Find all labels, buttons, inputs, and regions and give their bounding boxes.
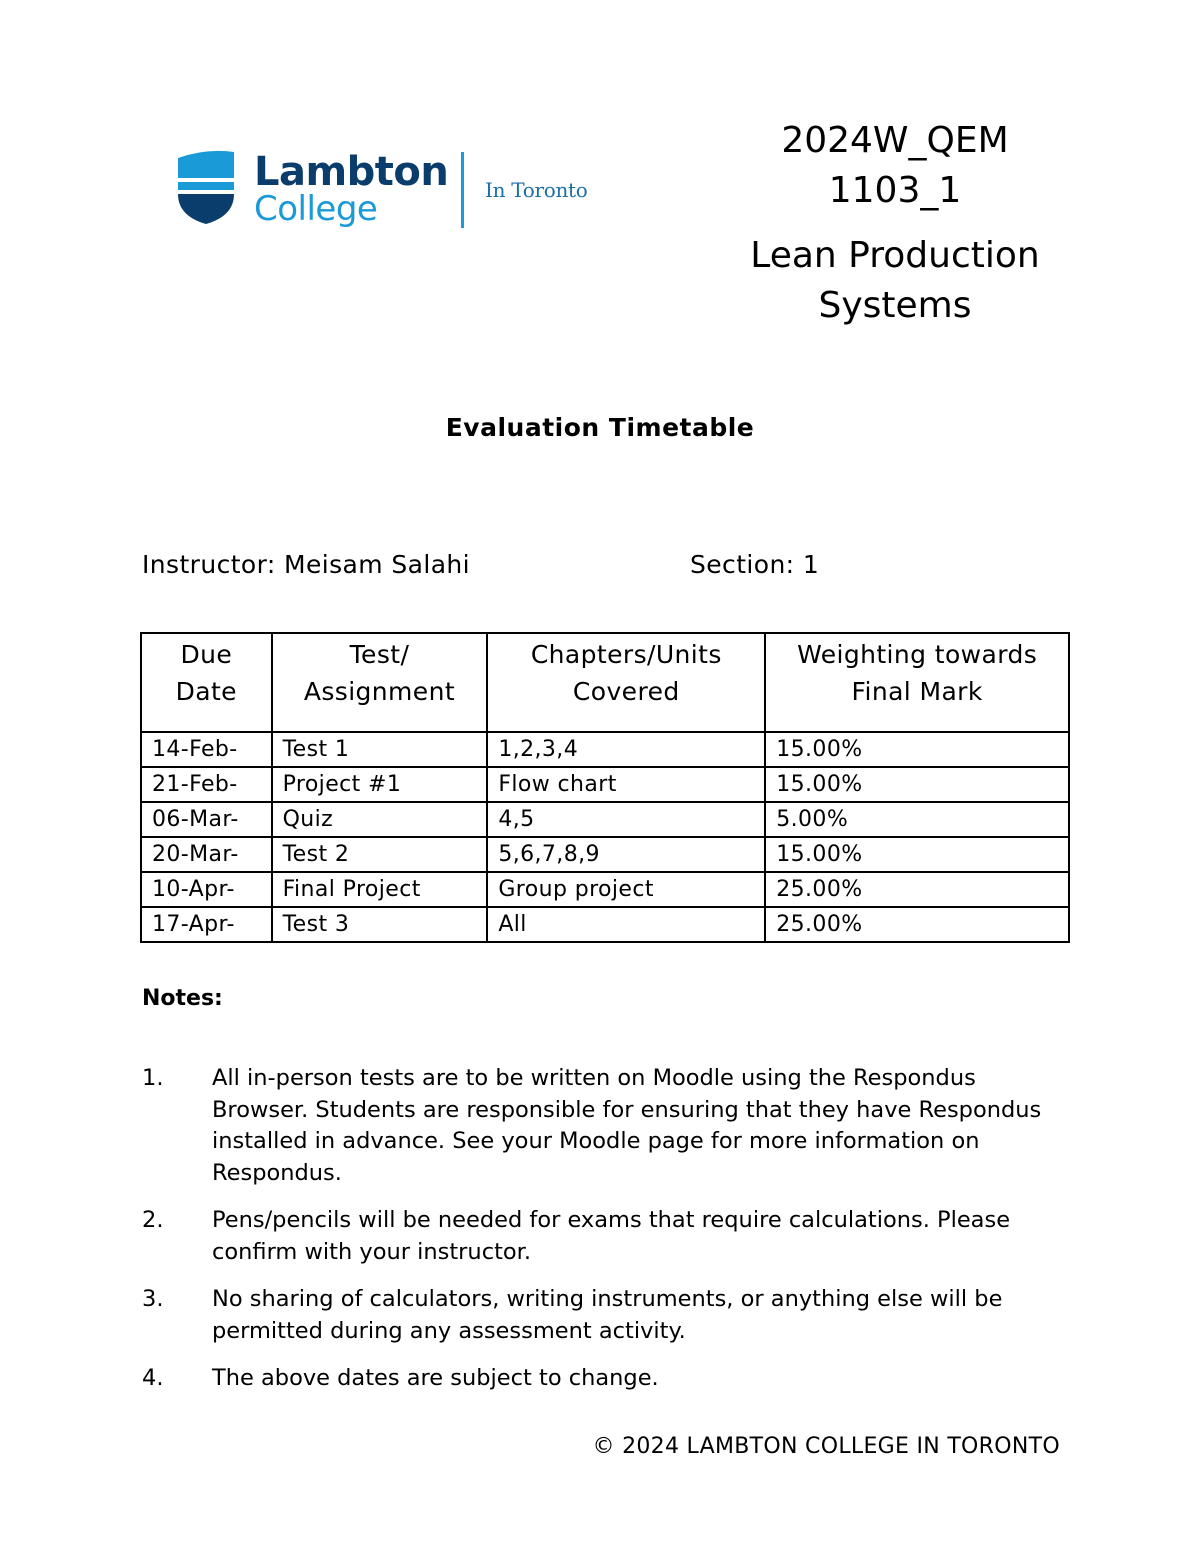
note-number: 2. bbox=[142, 1207, 164, 1233]
table-row bbox=[141, 767, 1069, 802]
cell-weighting: 15.00% bbox=[765, 837, 1069, 872]
cell-weighting: 25.00% bbox=[765, 907, 1069, 942]
note-number: 3. bbox=[142, 1286, 164, 1312]
note-number: 1. bbox=[142, 1065, 164, 1091]
header-due-date: Due Date bbox=[141, 633, 272, 732]
page-title: Evaluation Timetable bbox=[445, 413, 755, 442]
cell-due-date: 20-Mar- bbox=[141, 837, 272, 872]
cell-chapters: 4,5 bbox=[487, 802, 765, 837]
notes-list bbox=[142, 1063, 1062, 1411]
cell-chapters: 1,2,3,4 bbox=[487, 732, 765, 767]
cell-due-date: 06-Mar- bbox=[141, 802, 272, 837]
cell-due-date: 14-Feb- bbox=[141, 732, 272, 767]
course-name-line-2: Systems bbox=[818, 285, 972, 326]
cell-assessment: Final Project bbox=[272, 872, 488, 907]
note-item bbox=[142, 1205, 1062, 1268]
instructor-label: Instructor: Meisam Salahi bbox=[142, 550, 471, 579]
course-code bbox=[740, 116, 1050, 216]
header-chapters-covered: Chapters/Units Covered bbox=[487, 633, 765, 732]
evaluation-timetable bbox=[140, 632, 1070, 943]
cell-assessment: Test 1 bbox=[272, 732, 488, 767]
table-row bbox=[141, 732, 1069, 767]
cell-chapters: Group project bbox=[487, 872, 765, 907]
logo-campus-label: In Toronto bbox=[485, 178, 588, 202]
cell-weighting: 15.00% bbox=[765, 767, 1069, 802]
cell-due-date: 10-Apr- bbox=[141, 872, 272, 907]
cell-weighting: 15.00% bbox=[765, 732, 1069, 767]
header-weighting: Weighting towards Final Mark bbox=[765, 633, 1069, 732]
cell-assessment: Quiz bbox=[272, 802, 488, 837]
course-code-line-1: 2024W_QEM bbox=[781, 120, 1009, 161]
section-label: Section: 1 bbox=[690, 550, 820, 579]
cell-chapters: All bbox=[487, 907, 765, 942]
cell-chapters: 5,6,7,8,9 bbox=[487, 837, 765, 872]
cell-chapters: Flow chart bbox=[487, 767, 765, 802]
cell-due-date: 21-Feb- bbox=[141, 767, 272, 802]
note-text: No sharing of calculators, writing instruments, or anything else will be permitted during any assessment activity. bbox=[212, 1286, 1003, 1344]
logo-wordmark-lambton: Lambton bbox=[254, 149, 449, 195]
cell-weighting: 5.00% bbox=[765, 802, 1069, 837]
logo-wordmark-college: College bbox=[254, 189, 378, 229]
shield-icon bbox=[176, 148, 236, 228]
header-test-assignment: Test/ Assignment bbox=[272, 633, 488, 732]
note-text: The above dates are subject to change. bbox=[212, 1365, 659, 1391]
course-code-line-2: 1103_1 bbox=[828, 170, 962, 211]
table-row bbox=[141, 802, 1069, 837]
copyright-footer: © 2024 LAMBTON COLLEGE IN TORONTO bbox=[592, 1434, 1060, 1459]
note-item bbox=[142, 1284, 1062, 1347]
notes-heading: Notes: bbox=[142, 986, 223, 1011]
course-name bbox=[740, 231, 1050, 331]
note-number: 4. bbox=[142, 1365, 164, 1391]
course-name-line-1: Lean Production bbox=[750, 235, 1040, 276]
note-text: All in-person tests are to be written on Moodle using the Respondus Browser. Students are responsible for ensuring that they have Respondus installed in advance. See your Moodle page for more information on Respondus. bbox=[212, 1065, 1042, 1186]
cell-weighting: 25.00% bbox=[765, 872, 1069, 907]
note-item bbox=[142, 1363, 1062, 1395]
lambton-college-logo bbox=[176, 148, 596, 232]
table-header-row bbox=[141, 633, 1069, 732]
note-text: Pens/pencils will be needed for exams that require calculations. Please confirm with your instructor. bbox=[212, 1207, 1011, 1265]
cell-assessment: Project #1 bbox=[272, 767, 488, 802]
table-row bbox=[141, 907, 1069, 942]
logo-divider bbox=[461, 152, 464, 228]
cell-due-date: 17-Apr- bbox=[141, 907, 272, 942]
note-item bbox=[142, 1063, 1062, 1189]
table-row bbox=[141, 837, 1069, 872]
table-row bbox=[141, 872, 1069, 907]
cell-assessment: Test 2 bbox=[272, 837, 488, 872]
cell-assessment: Test 3 bbox=[272, 907, 488, 942]
